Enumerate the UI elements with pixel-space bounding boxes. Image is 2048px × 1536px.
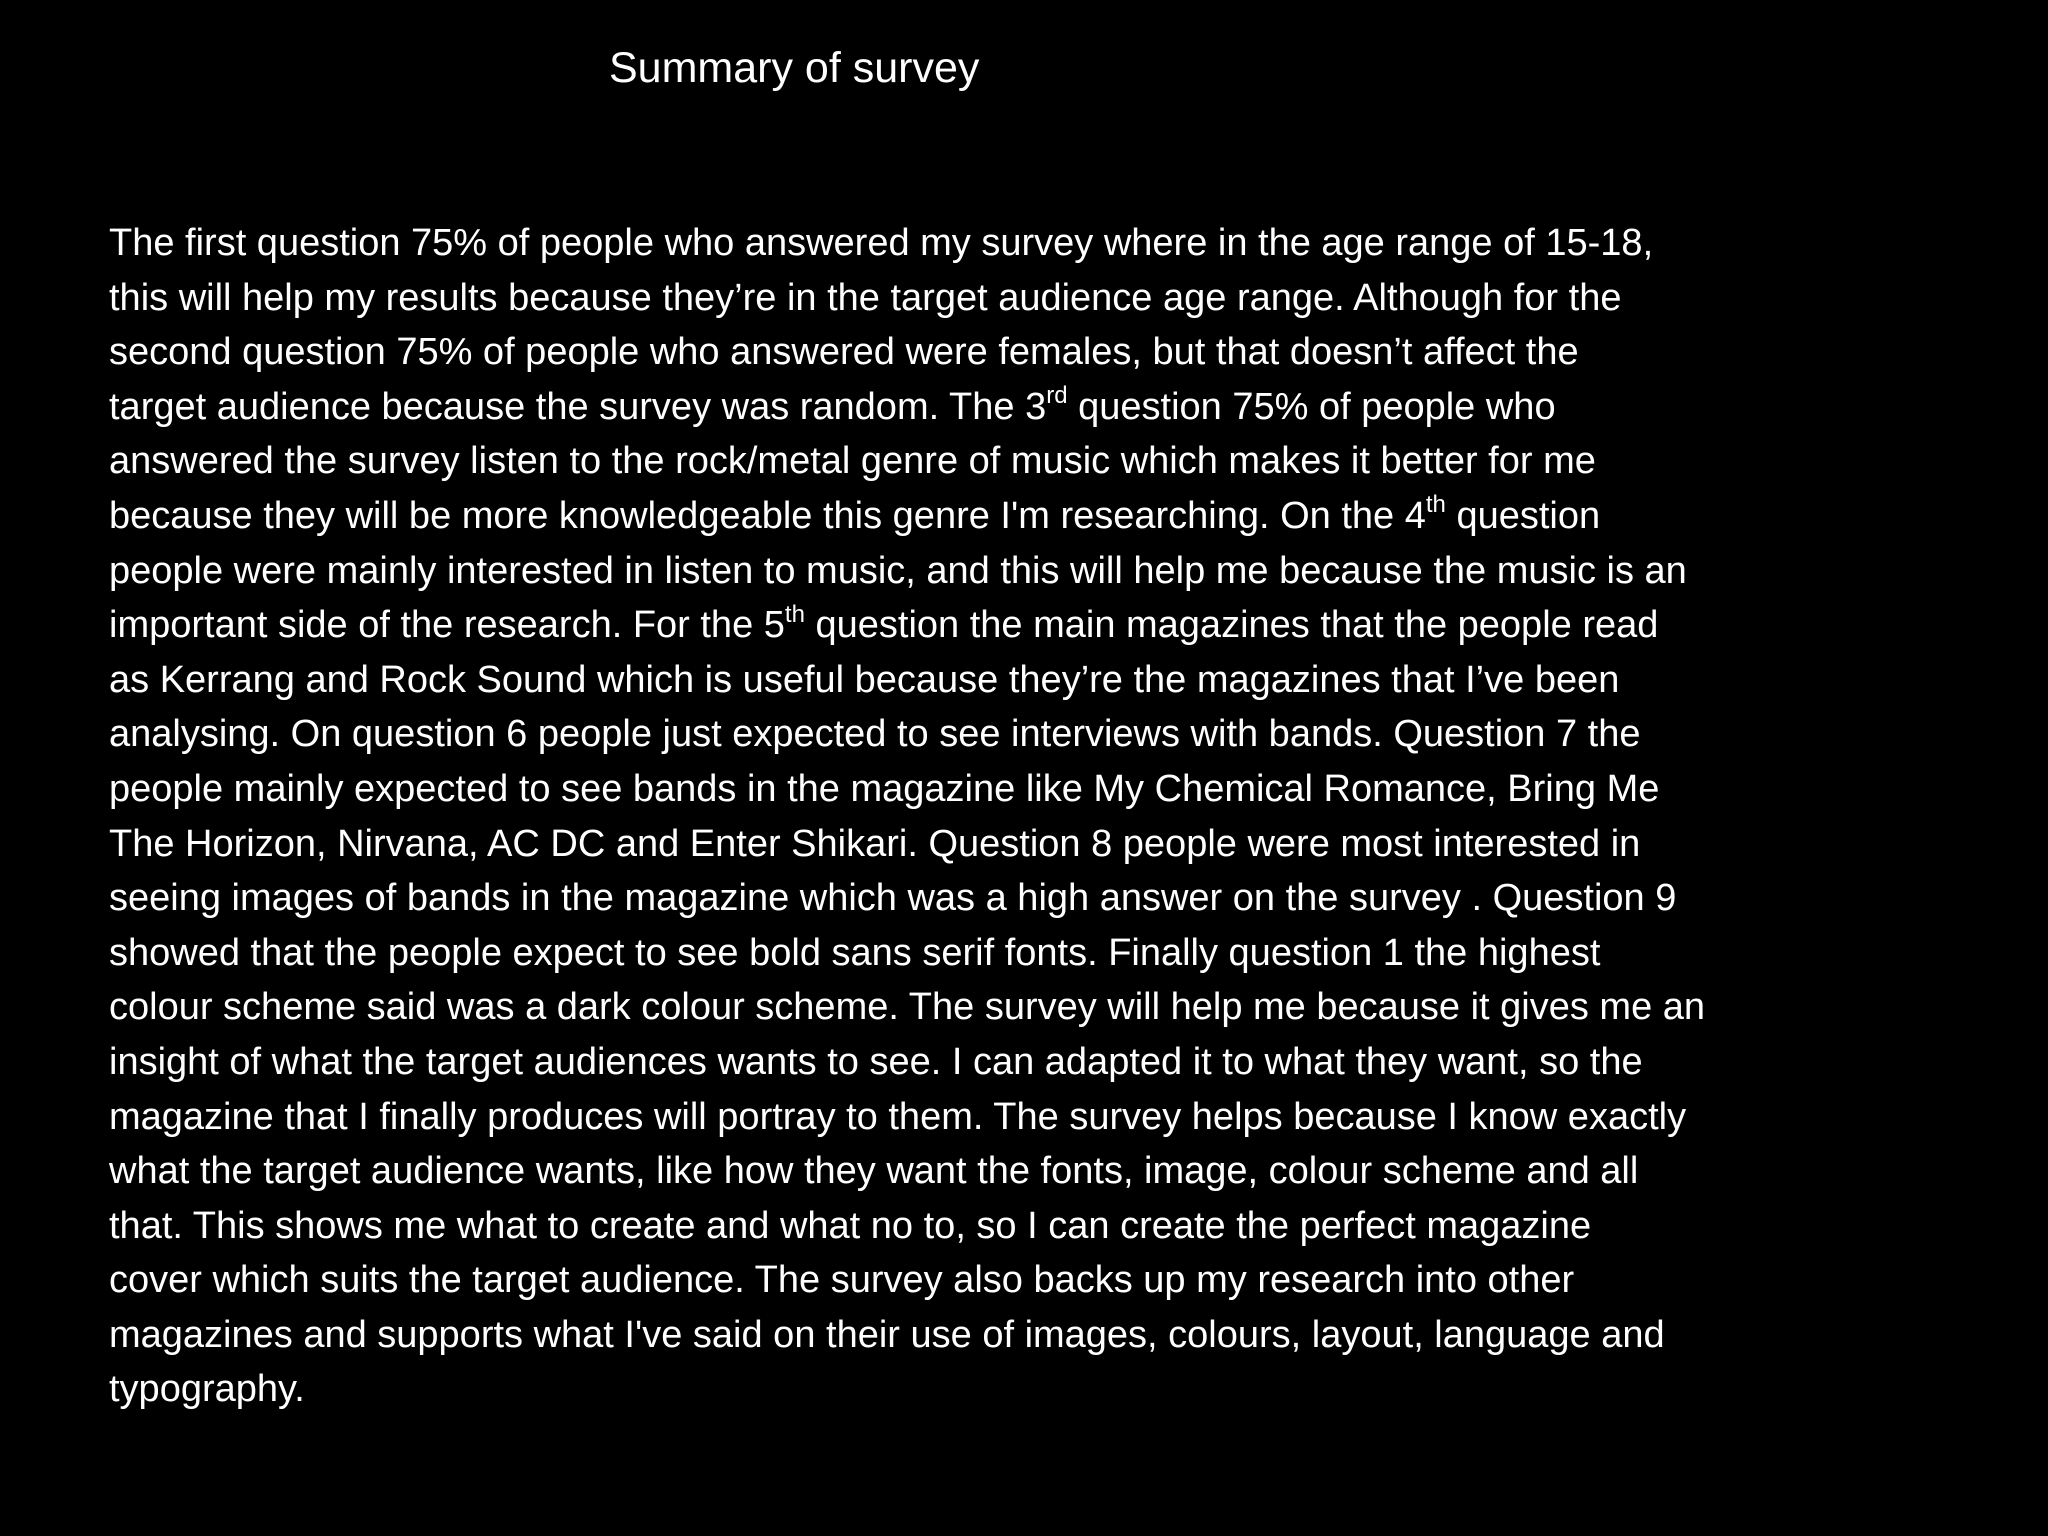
- paragraph-line: [109, 707, 1929, 762]
- summary-paragraph: [109, 216, 1929, 1417]
- line-text: question 75% of people who: [1067, 385, 1556, 428]
- line-text: showed that the people expect to see bold sans serif fonts. Finally question 1 the highest: [109, 931, 1601, 974]
- paragraph-line: [109, 1035, 1929, 1090]
- line-text: that. This shows me what to create and what no to, so I can create the perfect magazine: [109, 1204, 1592, 1247]
- ordinal-suffix: rd: [1046, 382, 1068, 410]
- line-text: typography.: [109, 1368, 305, 1411]
- line-text: this will help my results because they’re in the target audience age range. Although for the: [109, 276, 1622, 319]
- line-text: what the target audience wants, like how they want the fonts, image, colour scheme and all: [109, 1150, 1639, 1193]
- paragraph-line: [109, 325, 1929, 380]
- paragraph-line: [109, 598, 1929, 653]
- line-text: insight of what the target audiences wants to see. I can adapted it to what they want, so the: [109, 1040, 1643, 1083]
- paragraph-line: [109, 817, 1929, 872]
- line-text: The first question 75% of people who answered my survey where in the age range of 15-18,: [109, 222, 1654, 264]
- paragraph-line: [109, 1362, 1929, 1417]
- line-text: magazine that I finally produces will portray to them. The survey helps because I know exactly: [109, 1095, 1687, 1138]
- paragraph-line: [109, 653, 1929, 708]
- paragraph-line: [109, 1199, 1929, 1254]
- paragraph-line: [109, 980, 1929, 1035]
- line-text: because they will be more knowledgeable this genre I'm researching. On the 4: [109, 494, 1426, 537]
- paragraph-line: [109, 544, 1929, 599]
- line-text: people were mainly interested in listen to music, and this will help me because the music is an: [109, 549, 1687, 592]
- paragraph-line: [109, 434, 1929, 489]
- paragraph-line: [109, 1090, 1929, 1145]
- line-text: as Kerrang and Rock Sound which is useful because they’re the magazines that I’ve been: [109, 658, 1620, 701]
- paragraph-line: [109, 762, 1929, 817]
- line-text: seeing images of bands in the magazine which was a high answer on the survey . Question 9: [109, 877, 1677, 920]
- line-text: target audience because the survey was random. The 3: [109, 385, 1047, 428]
- ordinal-suffix: th: [784, 600, 805, 628]
- ordinal-suffix: th: [1425, 491, 1446, 519]
- paragraph-line: [109, 271, 1929, 326]
- line-text: The Horizon, Nirvana, AC DC and Enter Shikari. Question 8 people were most interested in: [109, 822, 1641, 865]
- paragraph-line: [109, 926, 1929, 981]
- line-text: cover which suits the target audience. The survey also backs up my research into other: [109, 1259, 1575, 1302]
- line-text: analysing. On question 6 people just expected to see interviews with bands. Question 7 the: [109, 713, 1641, 756]
- line-text: answered the survey listen to the rock/metal genre of music which makes it better for me: [109, 440, 1596, 483]
- paragraph-line: [109, 871, 1929, 926]
- paragraph-line: [109, 1308, 1929, 1363]
- paragraph-line: [109, 1144, 1929, 1199]
- paragraph-line: [109, 1253, 1929, 1308]
- line-text: question: [1445, 494, 1601, 537]
- line-text: colour scheme said was a dark colour scheme. The survey will help me because it gives me an: [109, 986, 1706, 1029]
- line-text: people mainly expected to see bands in the magazine like My Chemical Romance, Bring Me: [109, 767, 1660, 810]
- slide-title: Summary of survey: [609, 44, 980, 92]
- paragraph-line: [109, 216, 1929, 271]
- line-text: question the main magazines that the people read: [804, 604, 1659, 647]
- line-text: magazines and supports what I've said on their use of images, colours, layout, language and: [109, 1313, 1665, 1356]
- paragraph-line: [109, 489, 1929, 544]
- paragraph-line: [109, 380, 1929, 435]
- line-text: important side of the research. For the 5: [109, 604, 785, 647]
- line-text: second question 75% of people who answered were females, but that doesn’t affect the: [109, 331, 1579, 374]
